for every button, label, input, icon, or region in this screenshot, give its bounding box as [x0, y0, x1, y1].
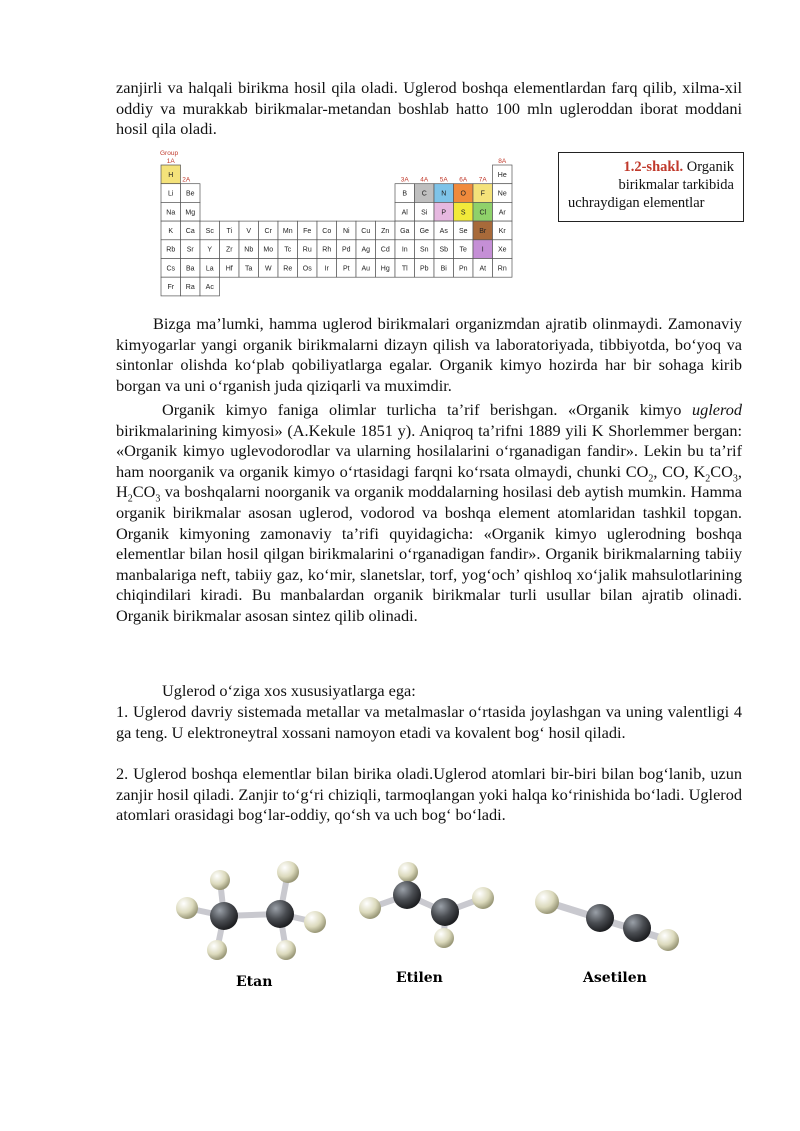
element-symbol: Sn: [419, 246, 429, 254]
group-header: 7A: [478, 176, 487, 184]
p2-text-b: birikmalarining kimyosi» (A.Kekule 1851 y). Aniqroq ta’rifni 1889 yili K Shorlemmer bergan: «Organik kimyo uglevodorodlar va ularning hosilalarini o‘rganadigan fandir». Lekin bu ta’rif ham noorganik va organik kimyo o‘rtasidagi farqni ko‘rsata olmaydi, chunki CO: [116, 420, 742, 481]
element-symbol: Sr: [186, 246, 194, 254]
element-symbol: Na: [166, 209, 176, 217]
element-symbol: Xe: [497, 246, 507, 254]
hydrogen-atom: [434, 928, 454, 948]
element-symbol: Re: [283, 265, 293, 273]
ethylene-label: Etilen: [396, 970, 443, 986]
element-symbol: Tc: [284, 246, 292, 254]
caption-label: 1.2-shakl.: [623, 159, 684, 175]
group-header: 5A: [439, 176, 448, 184]
ethane-label: Etan: [236, 974, 273, 990]
element-symbol: Ta: [245, 265, 253, 273]
element-symbol: Ru: [302, 246, 312, 254]
carbon-atom: [623, 914, 651, 942]
element-symbol: W: [264, 265, 272, 273]
acetylene-model: [535, 890, 679, 951]
carbon-atom: [266, 900, 294, 928]
group-label: Group: [160, 150, 179, 157]
element-symbol: Li: [168, 190, 174, 198]
group-header: 6A: [459, 176, 468, 184]
element-symbol: Sc: [205, 227, 214, 235]
element-symbol: P: [441, 209, 447, 217]
p2-sub-3: 3: [732, 473, 738, 485]
hydrogen-atom: [210, 870, 230, 890]
hydrogen-atom: [276, 940, 296, 960]
element-symbol: Fr: [167, 284, 175, 292]
element-symbol: Ba: [185, 265, 195, 273]
element-symbol: Ga: [400, 227, 410, 235]
list-item-1: 1. Uglerod davriy sistemada metallar va metalmaslar o‘rtasida joylashgan va uning valentligi 4 ga teng. U elektroneytral xossani namoyon etadi va kovalent bog‘ hosil qiladi.: [116, 702, 742, 742]
element-symbol: Ar: [498, 209, 506, 217]
ethylene-model: [359, 862, 494, 948]
element-symbol: As: [439, 227, 448, 235]
figure-caption: [558, 152, 744, 222]
element-symbol: Bi: [440, 265, 447, 273]
element-symbol: Cd: [380, 246, 390, 254]
element-symbol: Sb: [439, 246, 449, 254]
element-symbol: Kr: [498, 227, 506, 235]
element-symbol: Mo: [263, 246, 274, 254]
element-symbol: Br: [479, 227, 487, 235]
paragraph-2: [116, 400, 742, 627]
element-symbol: Cr: [264, 227, 272, 235]
hydrogen-atom: [359, 897, 381, 919]
group-header: 1A: [166, 158, 175, 165]
molecule-models: [160, 850, 680, 995]
element-symbol: Cu: [361, 227, 371, 235]
element-symbol: Mg: [185, 209, 196, 217]
element-symbol: Pb: [419, 265, 429, 273]
element-symbol: Zn: [381, 227, 390, 235]
element-symbol: N: [441, 190, 447, 198]
p2-sub-4: 2: [127, 493, 133, 505]
element-symbol: O: [460, 190, 466, 198]
element-symbol: I: [481, 246, 484, 254]
element-symbol: H: [168, 171, 174, 179]
element-symbol: Cl: [479, 209, 487, 217]
element-symbol: Cs: [166, 265, 176, 273]
element-symbol: Rn: [497, 265, 507, 273]
element-symbol: K: [168, 227, 174, 235]
paragraph-1: Bizga ma’lumki, hamma uglerod birikmalari organizmdan ajratib olinmaydi. Zamonaviy kimyogarlar yangi organik birikmalarni dizayn qilish va laboratoriyada, tibbiyotda, bo‘yoq va sintonlar olishda ko‘plab qobiliyatlarga egalar. Organik kimyo hozirda har bir sohaga kirib borgan va uni o‘rganish juda qiziqarli va muximdir.: [116, 314, 742, 395]
p2-text-f: CO: [132, 482, 156, 502]
element-symbol: Ag: [361, 246, 371, 254]
element-symbol: Si: [421, 209, 428, 217]
acetylene-label: Asetilen: [583, 970, 647, 986]
element-symbol: Ne: [497, 190, 507, 198]
paragraph-3: Uglerod o‘ziga xos xususiyatlarga ega:: [162, 681, 416, 700]
element-symbol: Mn: [282, 227, 293, 235]
element-symbol: Pn: [458, 265, 468, 273]
element-symbol: Hf: [225, 265, 233, 273]
element-symbol: He: [497, 171, 507, 179]
group-header: 4A: [420, 176, 429, 184]
element-symbol: Zr: [225, 246, 233, 254]
element-symbol: Fe: [303, 227, 312, 235]
ethane-model: [176, 861, 326, 960]
intro-paragraph: zanjirli va halqali birikma hosil qila oladi. Uglerod boshqa elementlardan farq qilib, xilma-xil oddiy va murakkab birikmalar-metandan boshlab hatto 100 mln ugleroddan iborat moddani hosil qila oladi.: [116, 78, 742, 139]
element-symbol: F: [480, 190, 485, 198]
element-symbol: Os: [302, 265, 312, 273]
hydrogen-atom: [277, 861, 299, 883]
hydrogen-atom: [657, 929, 679, 951]
hydrogen-atom: [535, 890, 559, 914]
element-symbol: V: [246, 227, 252, 235]
group-header: 3A: [400, 176, 409, 184]
periodic-table: [160, 148, 525, 303]
element-symbol: Se: [458, 227, 468, 235]
element-symbol: Ge: [419, 227, 429, 235]
element-symbol: Te: [459, 246, 467, 254]
hydrogen-atom: [398, 862, 418, 882]
element-symbol: Tl: [401, 265, 408, 273]
element-symbol: Pd: [341, 246, 351, 254]
element-symbol: Hg: [380, 265, 390, 273]
p2-italic: uglerod: [691, 400, 742, 419]
element-symbol: Al: [401, 209, 408, 217]
caption-text: Organik birikmalar tarkibida uchraydigan elementlar: [568, 159, 734, 211]
carbon-atom: [210, 902, 238, 930]
element-symbol: Ni: [342, 227, 350, 235]
group-header: 8A: [498, 158, 507, 165]
element-symbol: B: [402, 190, 408, 198]
molecules-figure: [160, 850, 680, 995]
element-symbol: Ac: [205, 284, 214, 292]
p2-text-a: Organik kimyo faniga olimlar turlicha ta’rif berishgan. «Organik kimyo: [162, 400, 692, 419]
element-symbol: Ir: [324, 265, 329, 273]
element-symbol: Ti: [226, 227, 233, 235]
element-symbol: Pt: [342, 265, 350, 273]
hydrogen-atom: [176, 897, 198, 919]
p2-text-c: , CO, K: [653, 461, 706, 481]
element-symbol: S: [460, 209, 466, 217]
element-symbol: Co: [322, 227, 332, 235]
hydrogen-atom: [472, 887, 494, 909]
p2-sub-5: 3: [155, 493, 161, 505]
carbon-atom: [586, 904, 614, 932]
periodic-table-figure: [160, 148, 525, 303]
element-symbol: Ra: [185, 284, 195, 292]
element-symbol: Nb: [244, 246, 254, 254]
element-symbol: Rh: [322, 246, 332, 254]
element-symbol: Be: [185, 190, 195, 198]
list-item-2: 2. Uglerod boshqa elementlar bilan birika oladi.Uglerod atomlari bir-biri bilan bog‘lanib, uzun zanjir hosil qiladi. Zanjir to‘g‘ri chiziqli, tarmoqlangan yoki halqa ko‘rinishida bo‘ladi. Uglerod atomlari orasidagi bog‘lar-oddiy, qo‘sh va uch bog‘ bo‘ladi.: [116, 764, 742, 825]
p2-sub-2: 2: [705, 473, 711, 485]
p2-text-d: CO: [710, 461, 733, 481]
hydrogen-atom: [207, 940, 227, 960]
element-symbol: Ca: [185, 227, 195, 235]
element-symbol: In: [401, 246, 408, 254]
carbon-atom: [393, 881, 421, 909]
element-symbol: La: [205, 265, 214, 273]
element-symbol: C: [421, 190, 427, 198]
element-symbol: At: [479, 265, 487, 273]
element-symbol: Y: [207, 246, 213, 254]
p2-text-e: , H: [116, 461, 742, 502]
element-symbol: Au: [361, 265, 371, 273]
p2-sub-1: 2: [648, 473, 654, 485]
p2-text-g: va boshqalarni noorganik va organik moddalarning hosilasi deb aytish mumkin. Hamma organik birikmalar asosan uglerod, vodorod va boshqa element atomlaridan tashkil topgan. Organik kimyoning zamonaviy ta’rifi quyidagicha: «Organik kimyo uglerodning boshqa elementlar bilan hosil qilgan birikmalarini o‘rganadigan fandir». Organik birikmalarning tabiiy manbalariga neft, tabiiy gaz, ko‘mir, slanetslar, torf, yog‘och’ qishloq xo‘jalik mahsulotlarining chiqindilari kiradi. Bu manbalardan organik birikmalar turli usullar bilan ajratib olinadi. Organik birikmalar asosan sintez qilib olinadi.: [116, 482, 742, 625]
element-symbol: Rb: [166, 246, 176, 254]
group-header: 2A: [182, 176, 191, 184]
hydrogen-atom: [304, 911, 326, 933]
carbon-atom: [431, 898, 459, 926]
